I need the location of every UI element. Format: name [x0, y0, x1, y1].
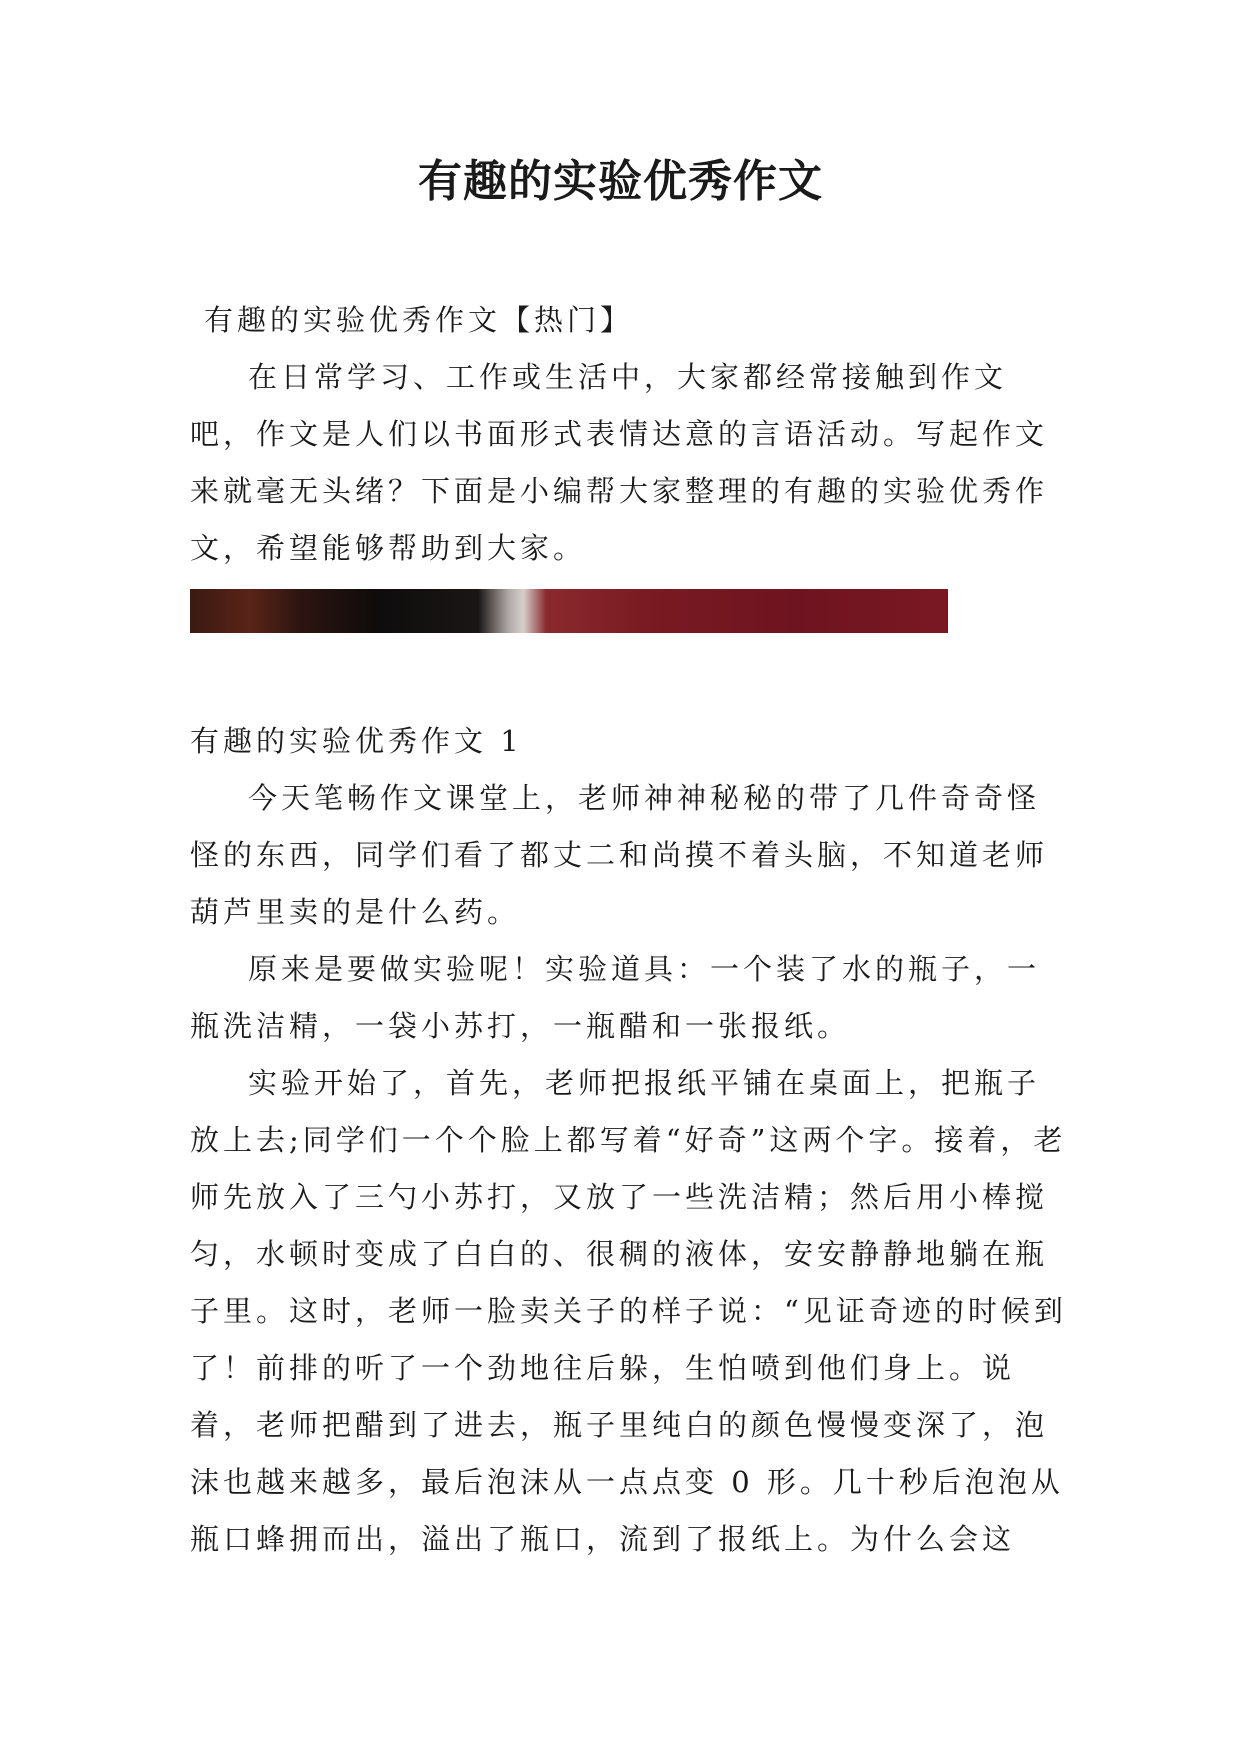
banner-image — [190, 589, 948, 633]
section-heading: 有趣的实验优秀作文 1 — [190, 724, 523, 758]
document-title: 有趣的实验优秀作文 — [418, 156, 823, 207]
body-paragraph: 实验开始了，首先，老师把报纸平铺在桌面上，把瓶子放上去;同学们一个个脸上都写着“好奇”这两个字。接着，老师先放入了三勺小苏打，又放了一些洗洁精；然后用小棒搅匀，水顿时变成了白白的、很稠的液体，安安静静地躺在瓶子里。这时，老师一脸卖关子的样子说：“见证奇迹的时候到了！前排的听了一个劲地往后躲，生怕喷到他们身上。说着，老师把醋到了进去，瓶子里纯白的颜色慢慢变深了，泡沫也越来越多，最后泡沫从一点点变 0 形。几十秒后泡泡从瓶口蜂拥而出，溢出了瓶口，流到了报纸上。为什么会这 — [190, 1066, 1067, 1556]
intro-paragraph: 在日常学习、工作或生活中，大家都经常接触到作文吧，作文是人们以书面形式表情达意的言语活动。写起作文来就毫无头绪？下面是小编帮大家整理的有趣的实验优秀作文，希望能够帮助到大家。 — [190, 360, 1049, 565]
document-subtitle: 有趣的实验优秀作文【热门】 — [204, 303, 634, 337]
body-paragraph: 原来是要做实验呢！实验道具：一个装了水的瓶子，一瓶洗洁精，一袋小苏打，一瓶醋和一张报纸。 — [190, 952, 1041, 1043]
body-paragraph: 今天笔畅作文课堂上，老师神神秘秘的带了几件奇奇怪怪的东西，同学们看了都丈二和尚摸不着头脑，不知道老师葫芦里卖的是什么药。 — [190, 781, 1049, 929]
document-body — [190, 292, 1070, 1568]
spacer — [190, 633, 1070, 713]
